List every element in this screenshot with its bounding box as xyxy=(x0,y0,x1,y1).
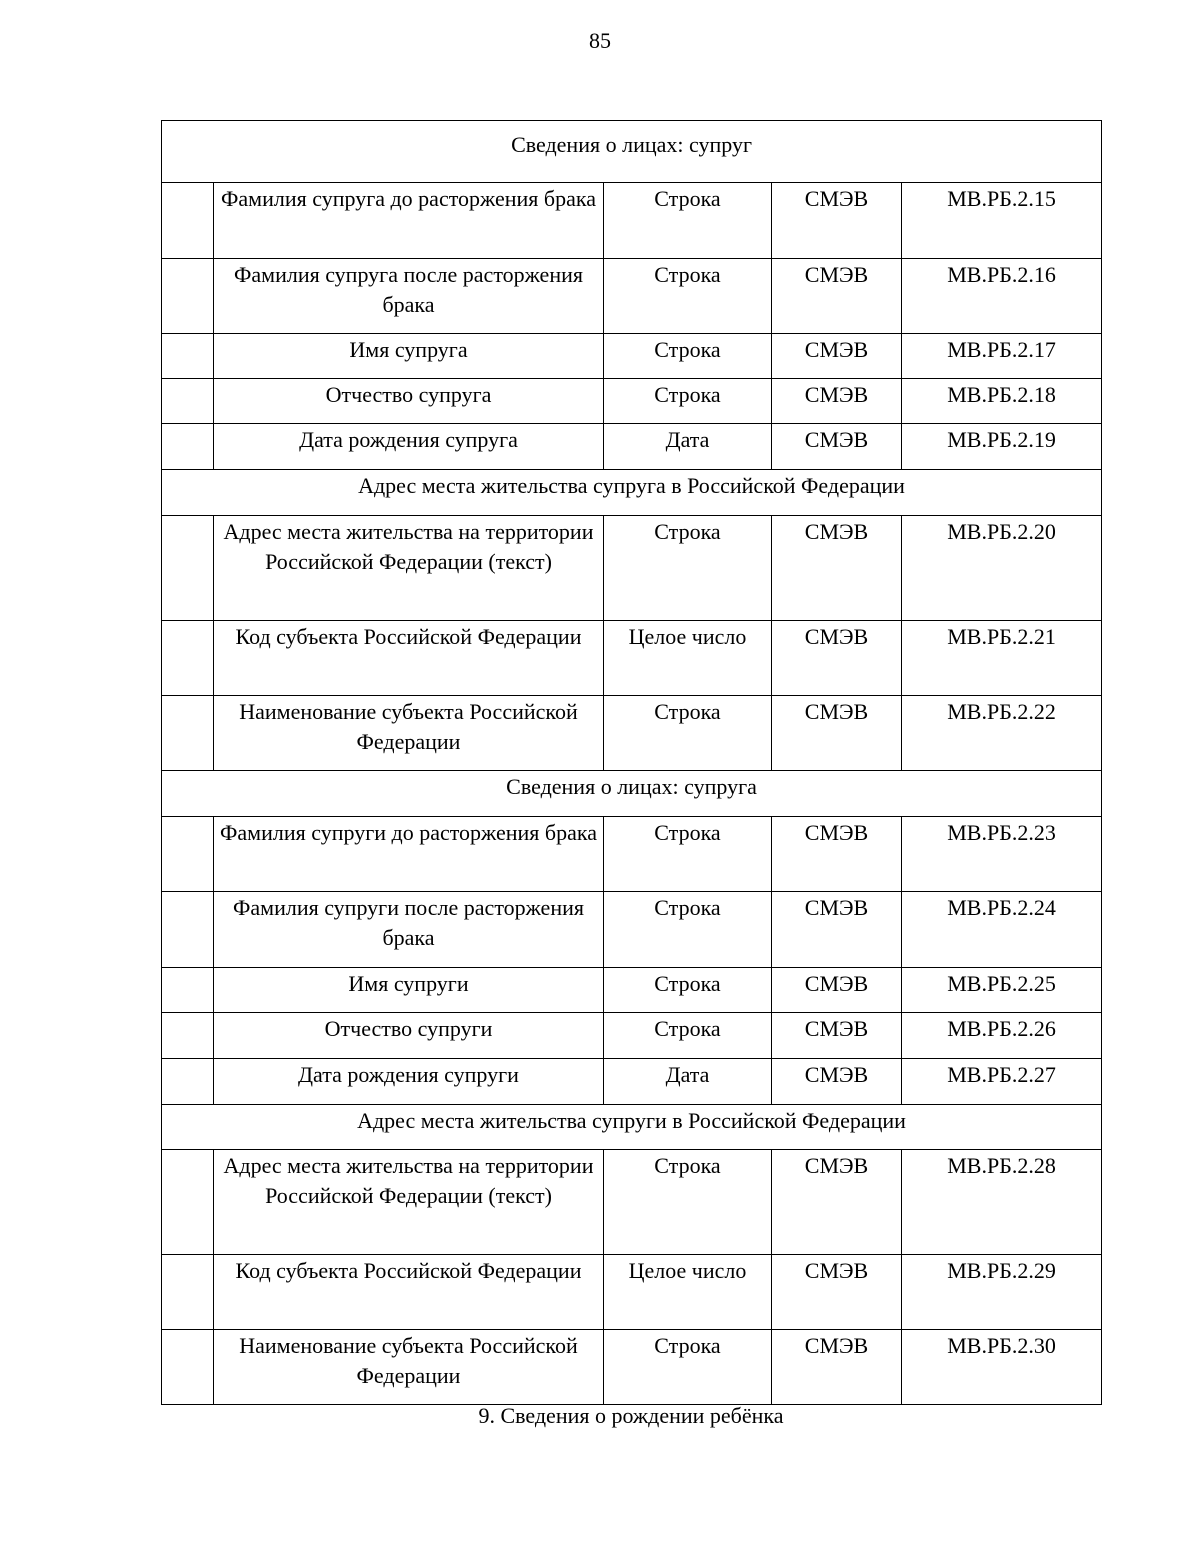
field-code: МВ.РБ.2.25 xyxy=(902,968,1102,1013)
index-cell xyxy=(162,1330,214,1405)
page-number: 85 xyxy=(589,28,611,53)
field-source: СМЭВ xyxy=(772,183,902,259)
index-cell xyxy=(162,259,214,334)
field-source: СМЭВ xyxy=(772,1013,902,1059)
field-source: СМЭВ xyxy=(772,1059,902,1105)
field-name: Адрес места жительства на территории Российской Федерации (текст) xyxy=(214,516,604,621)
field-type: Строка xyxy=(604,817,772,892)
field-source: СМЭВ xyxy=(772,1255,902,1330)
field-type: Строка xyxy=(604,516,772,621)
section-title: Адрес места жительства супруга в Российской Федерации xyxy=(162,470,1102,516)
field-source: СМЭВ xyxy=(772,817,902,892)
field-source: СМЭВ xyxy=(772,334,902,379)
section-caption: 9. Сведения о рождении ребёнка xyxy=(478,1403,784,1428)
field-type: Строка xyxy=(604,1013,772,1059)
section-row xyxy=(162,470,1102,516)
field-name: Имя супруга xyxy=(214,334,604,379)
field-code: МВ.РБ.2.30 xyxy=(902,1330,1102,1405)
field-code: МВ.РБ.2.29 xyxy=(902,1255,1102,1330)
table-row xyxy=(162,817,1102,892)
index-cell xyxy=(162,334,214,379)
field-source: СМЭВ xyxy=(772,259,902,334)
field-source: СМЭВ xyxy=(772,621,902,696)
field-code: МВ.РБ.2.20 xyxy=(902,516,1102,621)
field-name: Фамилия супруги после расторжения брака xyxy=(214,892,604,968)
table-row xyxy=(162,1330,1102,1405)
field-name: Имя супруги xyxy=(214,968,604,1013)
field-type: Строка xyxy=(604,1330,772,1405)
index-cell xyxy=(162,621,214,696)
field-name: Фамилия супруга после расторжения брака xyxy=(214,259,604,334)
field-source: СМЭВ xyxy=(772,892,902,968)
field-name: Дата рождения супруга xyxy=(214,424,604,470)
index-cell xyxy=(162,817,214,892)
field-type: Строка xyxy=(604,696,772,771)
field-type: Строка xyxy=(604,379,772,424)
index-cell xyxy=(162,1059,214,1105)
field-source: СМЭВ xyxy=(772,516,902,621)
field-name: Код субъекта Российской Федерации xyxy=(214,621,604,696)
field-source: СМЭВ xyxy=(772,379,902,424)
table-row xyxy=(162,379,1102,424)
index-cell xyxy=(162,696,214,771)
field-name: Фамилия супруга до расторжения брака xyxy=(214,183,604,259)
field-code: МВ.РБ.2.22 xyxy=(902,696,1102,771)
section-title: Сведения о лицах: супруга xyxy=(162,771,1102,817)
index-cell xyxy=(162,183,214,259)
field-code: МВ.РБ.2.16 xyxy=(902,259,1102,334)
field-name: Адрес места жительства на территории Российской Федерации (текст) xyxy=(214,1150,604,1255)
field-type: Строка xyxy=(604,183,772,259)
field-code: МВ.РБ.2.18 xyxy=(902,379,1102,424)
table-row xyxy=(162,1255,1102,1330)
table-row xyxy=(162,183,1102,259)
index-cell xyxy=(162,1013,214,1059)
table-row xyxy=(162,259,1102,334)
field-name: Код субъекта Российской Федерации xyxy=(214,1255,604,1330)
field-source: СМЭВ xyxy=(772,1330,902,1405)
field-name: Фамилия супруги до расторжения брака xyxy=(214,817,604,892)
field-type: Строка xyxy=(604,892,772,968)
field-type: Целое число xyxy=(604,621,772,696)
table-row xyxy=(162,1013,1102,1059)
data-table xyxy=(161,120,1102,1405)
data-table-body xyxy=(162,121,1102,1405)
table-row xyxy=(162,621,1102,696)
index-cell xyxy=(162,1150,214,1255)
field-code: МВ.РБ.2.23 xyxy=(902,817,1102,892)
index-cell xyxy=(162,379,214,424)
table-row xyxy=(162,892,1102,968)
field-name: Наименование субъекта Российской Федерации xyxy=(214,696,604,771)
field-type: Строка xyxy=(604,259,772,334)
field-source: СМЭВ xyxy=(772,1150,902,1255)
table-row xyxy=(162,696,1102,771)
table-row xyxy=(162,968,1102,1013)
field-type: Дата xyxy=(604,424,772,470)
index-cell xyxy=(162,424,214,470)
field-type: Целое число xyxy=(604,1255,772,1330)
table-row xyxy=(162,424,1102,470)
field-type: Строка xyxy=(604,334,772,379)
index-cell xyxy=(162,516,214,621)
field-name: Наименование субъекта Российской Федерации xyxy=(214,1330,604,1405)
section-row xyxy=(162,771,1102,817)
field-source: СМЭВ xyxy=(772,968,902,1013)
field-source: СМЭВ xyxy=(772,696,902,771)
field-code: МВ.РБ.2.26 xyxy=(902,1013,1102,1059)
section-row xyxy=(162,1105,1102,1150)
field-code: МВ.РБ.2.19 xyxy=(902,424,1102,470)
index-cell xyxy=(162,892,214,968)
field-type: Строка xyxy=(604,968,772,1013)
field-code: МВ.РБ.2.27 xyxy=(902,1059,1102,1105)
field-name: Дата рождения супруги xyxy=(214,1059,604,1105)
index-cell xyxy=(162,1255,214,1330)
section-title: Адрес места жительства супруги в Российской Федерации xyxy=(162,1105,1102,1150)
field-code: МВ.РБ.2.15 xyxy=(902,183,1102,259)
field-code: МВ.РБ.2.21 xyxy=(902,621,1102,696)
table-row xyxy=(162,516,1102,621)
field-code: МВ.РБ.2.17 xyxy=(902,334,1102,379)
field-type: Дата xyxy=(604,1059,772,1105)
field-code: МВ.РБ.2.24 xyxy=(902,892,1102,968)
table-row xyxy=(162,334,1102,379)
index-cell xyxy=(162,968,214,1013)
field-source: СМЭВ xyxy=(772,424,902,470)
section-title: Сведения о лицах: супруг xyxy=(162,121,1102,183)
table-row xyxy=(162,1150,1102,1255)
section-row xyxy=(162,121,1102,183)
field-type: Строка xyxy=(604,1150,772,1255)
field-name: Отчество супруги xyxy=(214,1013,604,1059)
field-name: Отчество супруга xyxy=(214,379,604,424)
table-row xyxy=(162,1059,1102,1105)
field-code: МВ.РБ.2.28 xyxy=(902,1150,1102,1255)
